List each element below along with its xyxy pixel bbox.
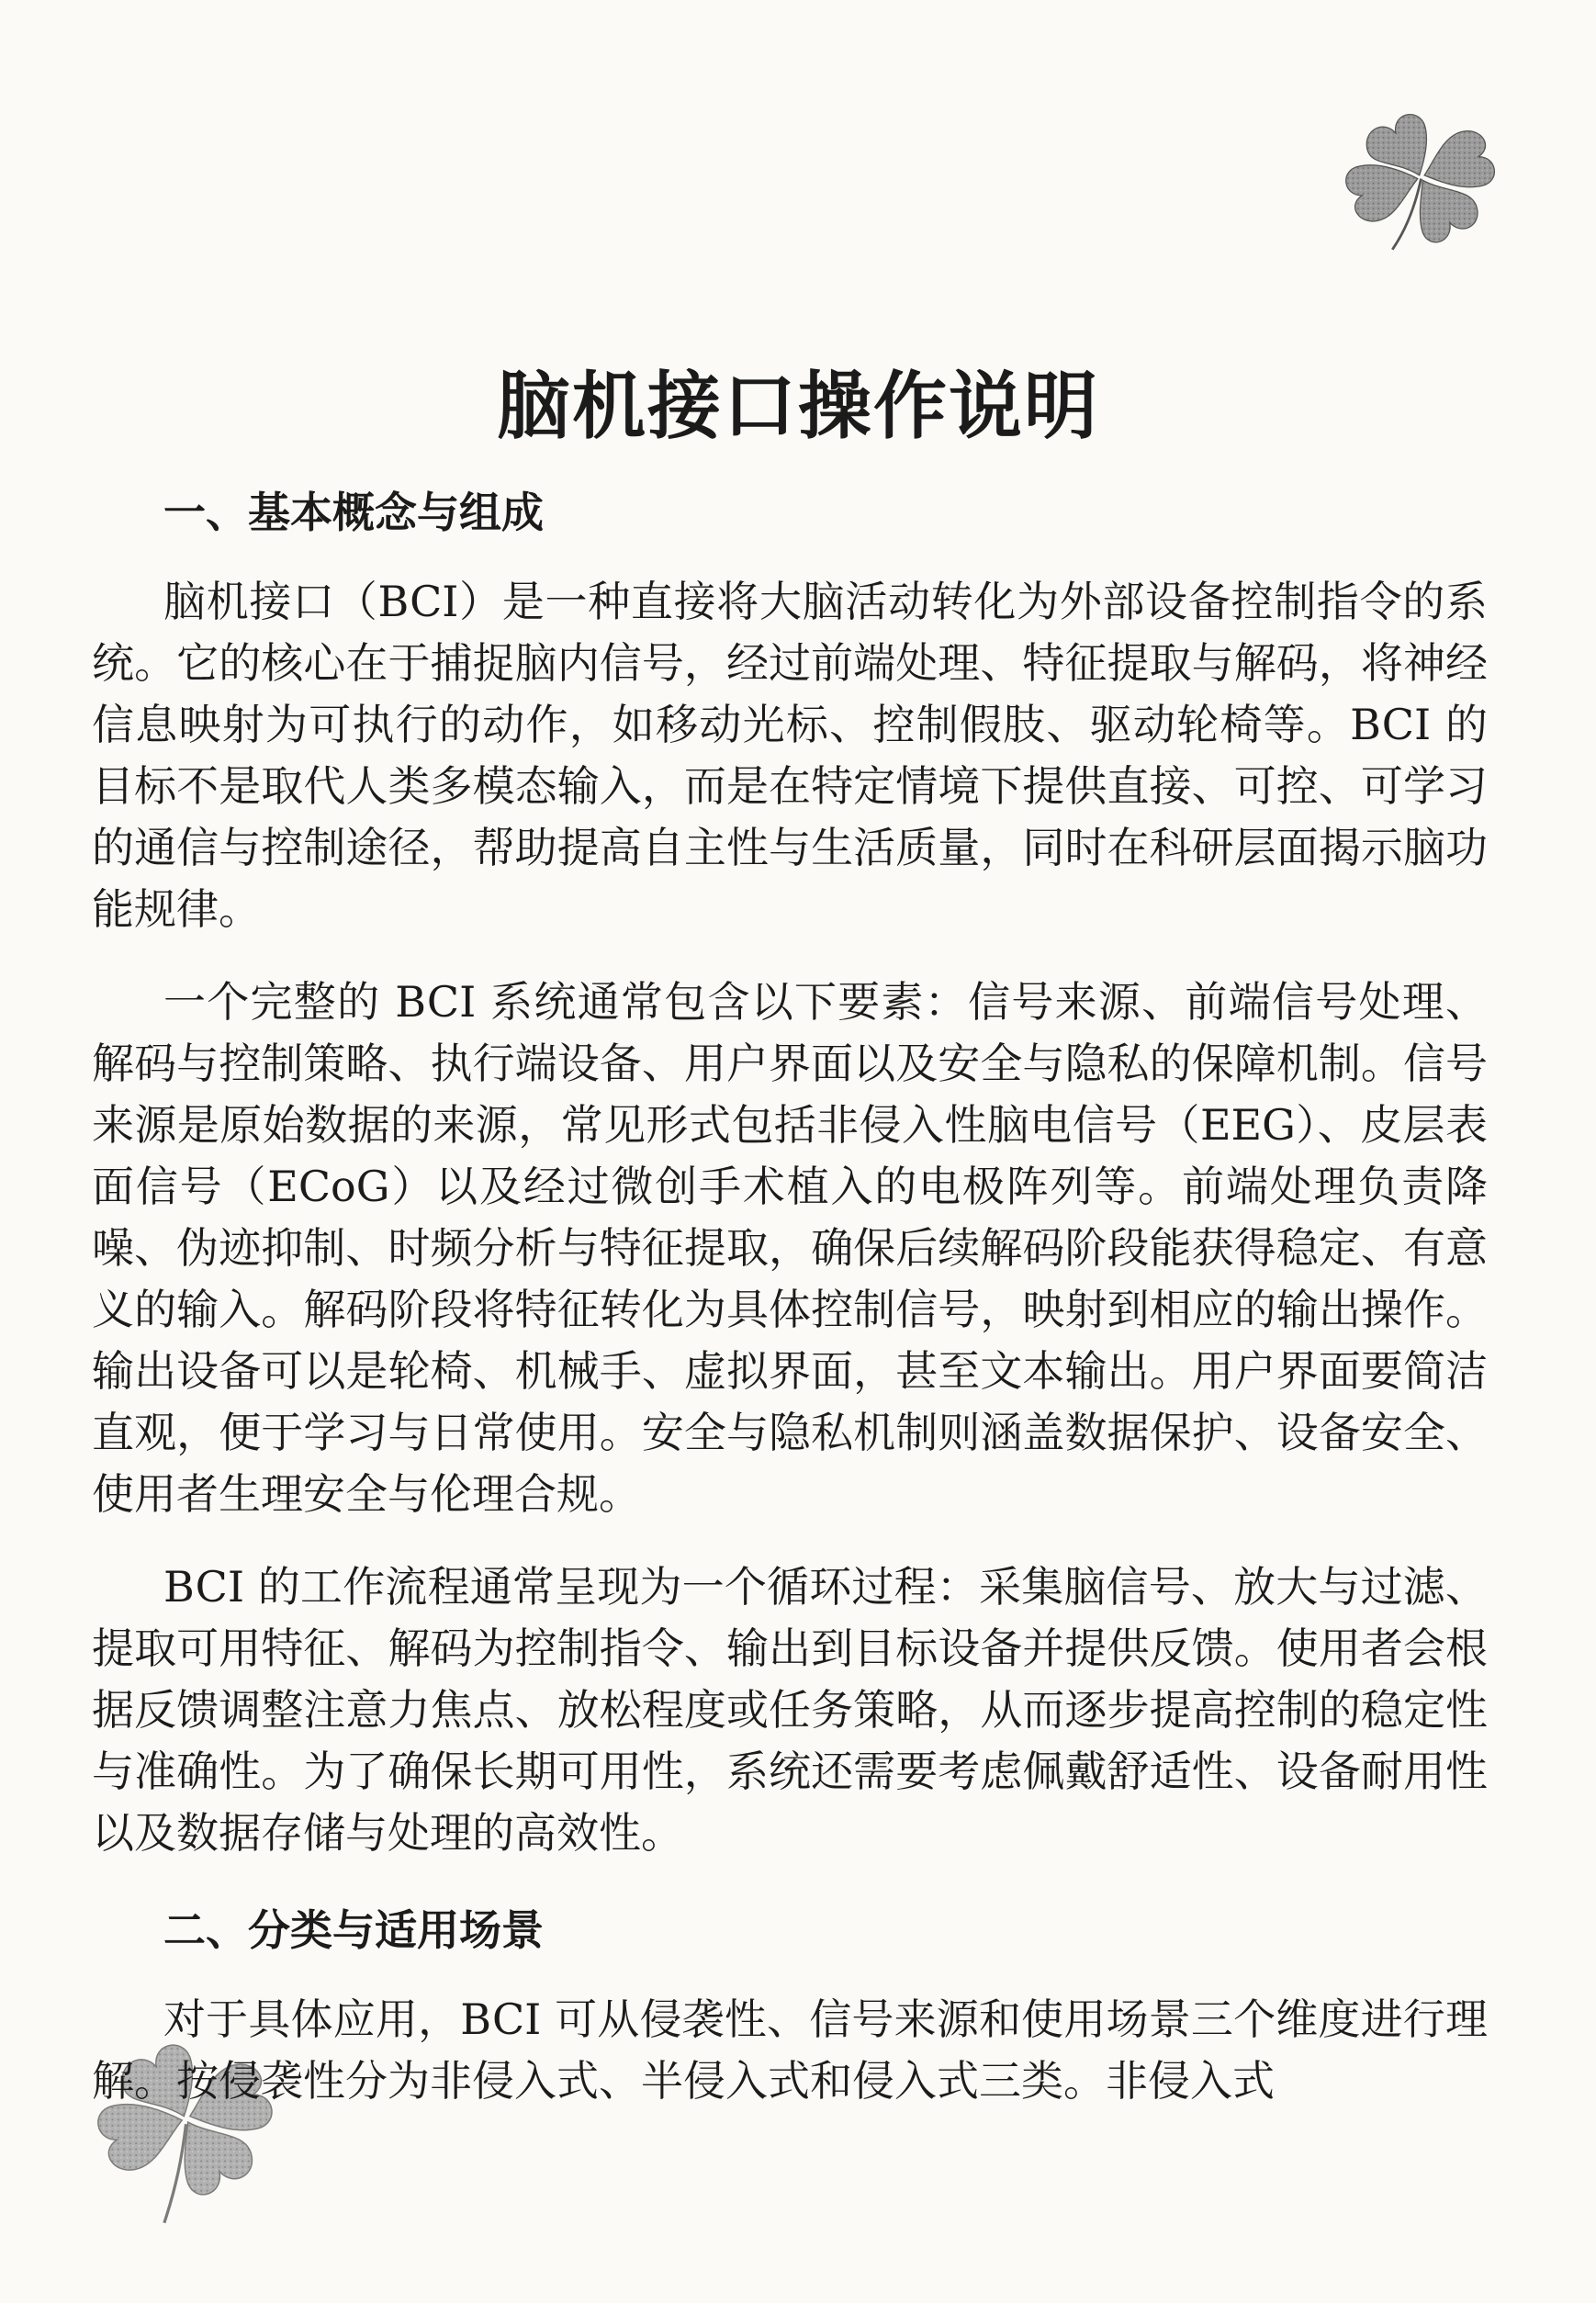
document-body [92, 477, 1488, 2112]
paragraph: 一个完整的 BCI 系统通常包含以下要素：信号来源、前端信号处理、解码与控制策略、执行端设备、用户界面以及安全与隐私的保障机制。信号来源是原始数据的来源，常见形式包括非侵入性脑电信号（EEG）、皮层表面信号（ECoG）以及经过微创手术植入的电极阵列等。前端处理负责降噪、伪迹抑制、时频分析与特征提取，确保后续解码阶段能获得稳定、有意义的输入。解码阶段将特征转化为具体控制信号，映射到相应的输出操作。输出设备可以是轮椅、机械手、虚拟界面，甚至文本输出。用户界面要简洁直观，便于学习与日常使用。安全与隐私机制则涵盖数据保护、设备安全、使用者生理安全与伦理合规。 [92, 977, 1488, 1519]
section-heading-2: 二、分类与适用场景 [163, 1905, 544, 1955]
document-title: 脑机接口操作说明 [497, 363, 1099, 449]
paragraph: 脑机接口（BCI）是一种直接将大脑活动转化为外部设备控制指令的系统。它的核心在于捕捉脑内信号，经过前端处理、特征提取与解码，将神经信息映射为可执行的动作，如移动光标、控制假肢、驱动轮椅等。BCI 的目标不是取代人类多模态输入，而是在特定情境下提供直接、可控、可学习的通信与控制途径，帮助提高自主性与生活质量，同时在科研层面揭示脑功能规律。 [92, 577, 1488, 934]
section-heading-1: 一、基本概念与组成 [163, 488, 544, 537]
four-leaf-clover-icon [1336, 101, 1506, 257]
paragraph: BCI 的工作流程通常呈现为一个循环过程：采集脑信号、放大与过滤、提取可用特征、解码为控制指令、输出到目标设备并提供反馈。使用者会根据反馈调整注意力焦点、放松程度或任务策略，从而逐步提高控制的稳定性与准确性。为了确保长期可用性，系统还需要考虑佩戴舒适性、设备耐用性以及数据存储与处理的高效性。 [92, 1562, 1488, 1858]
paragraph: 对于具体应用，BCI 可从侵袭性、信号来源和使用场景三个维度进行理解。按侵袭性分为非侵入式、半侵入式和侵入式三类。非侵入式 [92, 1994, 1488, 2106]
